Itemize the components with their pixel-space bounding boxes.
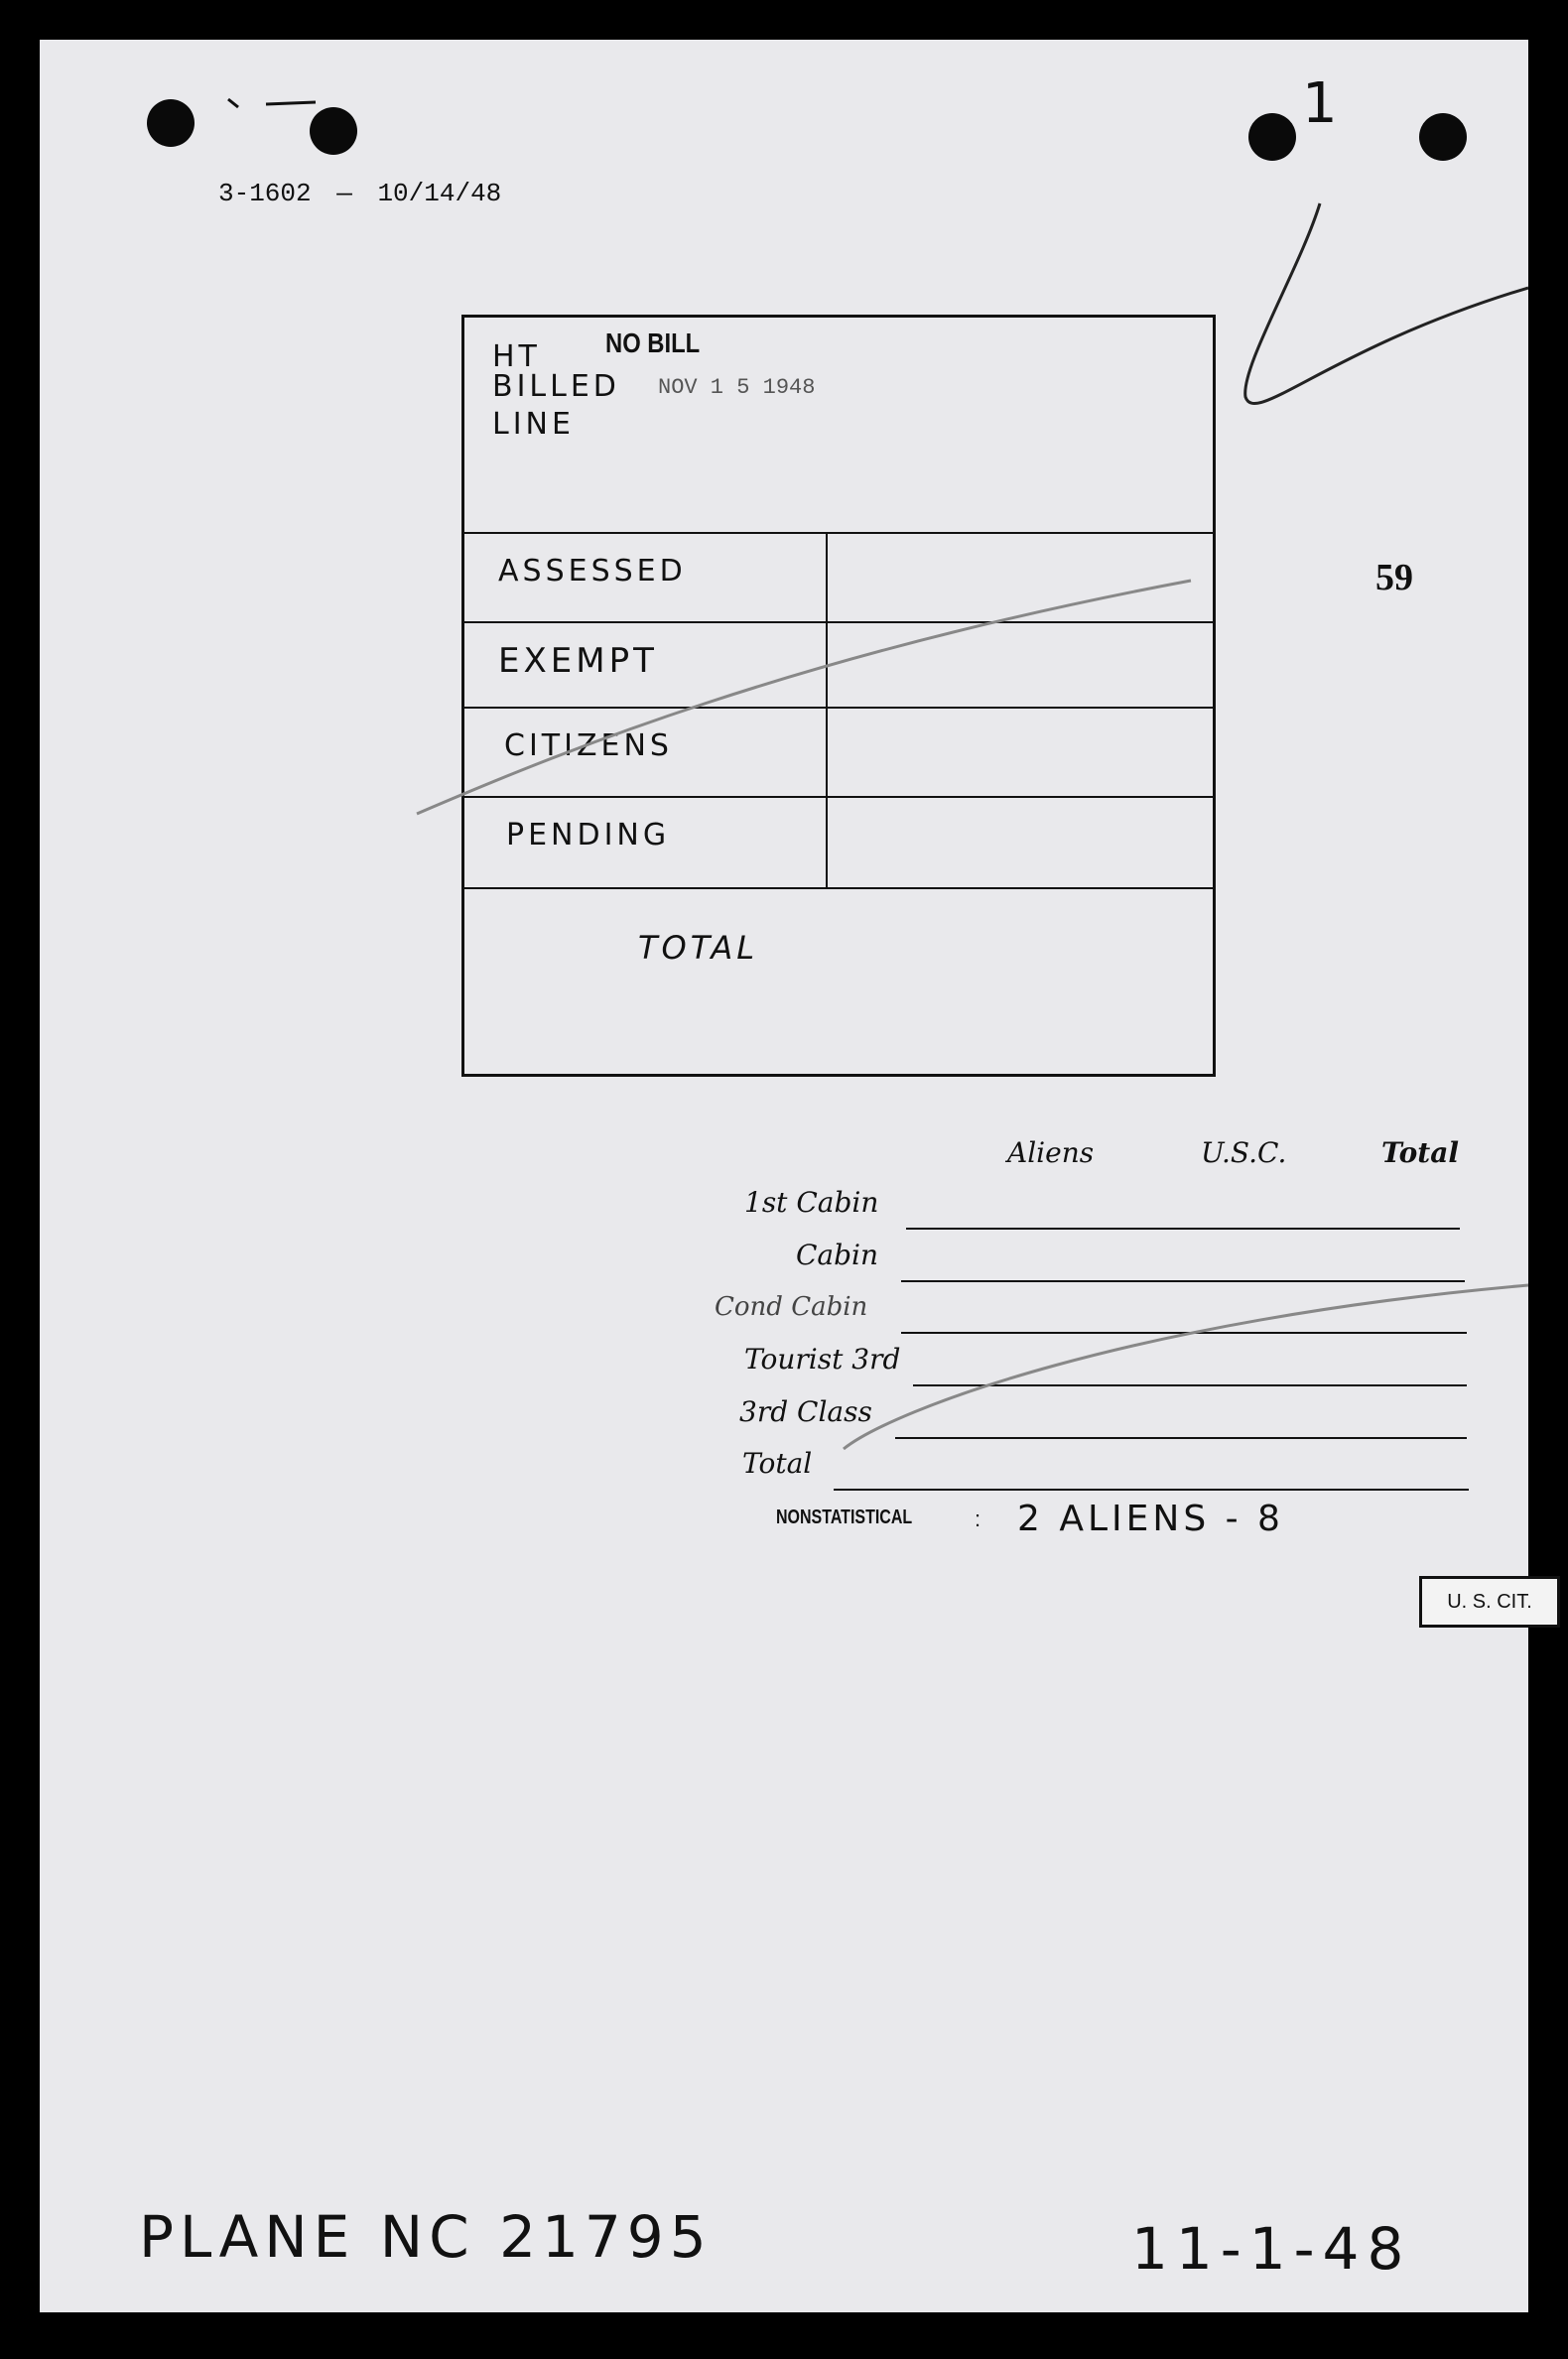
- tally-row-cond-cabin: Cond Cabin: [715, 1292, 868, 1322]
- col-usc: U.S.C.: [1201, 1136, 1287, 1169]
- pencil-dash: [266, 102, 316, 104]
- row-pending: PENDING: [506, 818, 671, 852]
- tally-row-tourist-3rd: Tourist 3rd: [744, 1343, 901, 1376]
- nonstatistical-colon: :: [975, 1507, 981, 1531]
- box-line-ht: HT: [492, 339, 541, 374]
- tally-row-cabin: Cabin: [796, 1239, 879, 1271]
- row-exempt: EXEMPT: [498, 641, 658, 681]
- received-date-stamp: NOV 1 5 1948: [658, 375, 816, 400]
- pencil-check-mark: [1245, 203, 1528, 404]
- nonstatistical-label: NONSTATISTICAL: [776, 1507, 913, 1528]
- page-number: 59: [1375, 557, 1413, 598]
- header-separator: —: [336, 179, 352, 208]
- no-bill-stamp: NO BILL: [605, 328, 701, 358]
- form-number: 3-1602: [218, 179, 312, 208]
- col-total: Total: [1381, 1136, 1460, 1169]
- pencil-diagonal-top: [417, 581, 1191, 814]
- pencil-tick: [228, 99, 238, 107]
- nonstatistical-note: 2 ALIENS - 8: [1017, 1499, 1284, 1539]
- pencil-strokes: [40, 40, 1528, 2312]
- tally-row-1st-cabin: 1st Cabin: [744, 1186, 879, 1219]
- pencil-diagonal-bottom: [844, 1285, 1528, 1449]
- tally-row-3rd-class: 3rd Class: [739, 1395, 872, 1428]
- form-date: 10/14/48: [377, 179, 502, 208]
- row-citizens: CITIZENS: [504, 728, 673, 763]
- total-label: TOTAL: [638, 929, 759, 967]
- plane-note: PLANE NC 21795: [139, 2203, 713, 2271]
- box-line-billed: BILLED: [492, 369, 620, 404]
- col-aliens: Aliens: [1007, 1136, 1095, 1169]
- document-page: [40, 40, 1532, 2312]
- box-line-line: LINE: [492, 407, 575, 442]
- row-assessed: ASSESSED: [498, 554, 687, 589]
- footer-date: 11-1-48: [1131, 2215, 1412, 2283]
- us-cit-stamp: U. S. CIT.: [1419, 1576, 1560, 1628]
- corner-mark: 1: [1302, 71, 1338, 136]
- tally-row-total: Total: [742, 1447, 813, 1480]
